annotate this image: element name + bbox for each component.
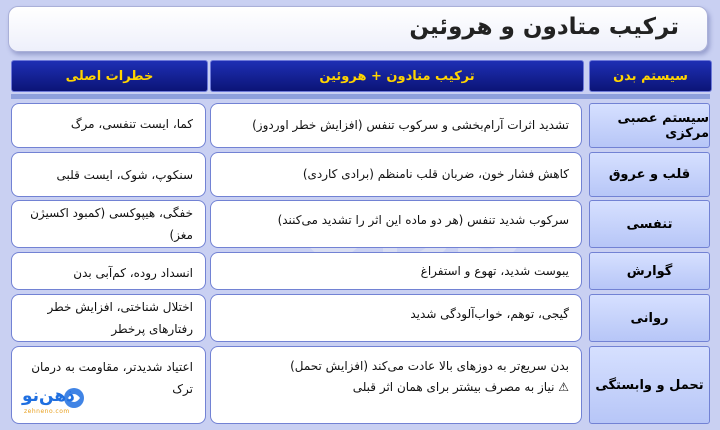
combo-line: یبوست شدید، تهوع و استفراغ — [420, 263, 569, 278]
combo-line: کاهش فشار خون، ضربان قلب نامنظم (برادی کاردی) — [302, 167, 569, 181]
risk-line: کما، ایست تنفسی، مرگ — [70, 117, 193, 131]
page-title: ترکیب متادون و هروئین — [409, 14, 679, 40]
risk-line: رفتارهای پرخطر — [111, 322, 193, 336]
table-row — [11, 152, 710, 197]
combo-line: تشدید اثرات آرام‌بخشی و سرکوب تنفس (افزایش خطر اوردوز) — [252, 118, 569, 132]
risk-line: سنکوپ، شوک، ایست قلبی — [56, 167, 193, 182]
table-row — [11, 346, 710, 424]
combo-line: گیجی، توهم، خواب‌آلودگی شدید — [410, 307, 569, 321]
brand-logo — [16, 384, 86, 418]
title-bar — [8, 6, 708, 52]
header-system: سیستم بدن — [589, 60, 712, 92]
header-main-risks: خطرات اصلی — [11, 60, 208, 92]
combo-cell — [210, 103, 582, 148]
system-cell: قلب و عروق — [589, 152, 710, 197]
logo-subtitle: zehneno.com — [24, 408, 70, 415]
risk-line: انسداد روده، کم‌آبی بدن — [73, 266, 193, 280]
risk-cell — [11, 200, 206, 248]
risk-cell — [11, 103, 206, 148]
system-cell: روانی — [589, 294, 710, 342]
risk-line: مغز) — [169, 228, 193, 242]
risk-cell — [11, 152, 206, 197]
combo-line: ⚠ نیاز به مصرف بیشتر برای همان اثر قبلی — [352, 380, 569, 394]
system-cell: تحمل و وابستگی — [589, 346, 710, 424]
risk-cell — [11, 252, 206, 290]
system-cell: گوارش — [589, 252, 710, 290]
logo-name: ذهن‌نو — [22, 386, 75, 406]
table-row — [11, 294, 710, 342]
combo-cell — [210, 152, 582, 197]
header-combination: ترکیب متادون + هروئین — [210, 60, 584, 92]
combo-cell — [210, 346, 582, 424]
system-cell: تنفسی — [589, 200, 710, 248]
combo-cell — [210, 200, 582, 248]
table-row — [11, 103, 710, 148]
risk-line: اختلال شناختی، افزایش خطر — [47, 300, 193, 314]
risk-line: اعتیاد شدیدتر، مقاومت به درمان — [31, 360, 193, 374]
risk-line: ترک — [172, 382, 193, 396]
system-cell: سیستم عصبی مرکزی — [589, 103, 710, 148]
risk-line: خفگی، هیپوکسی (کمبود اکسیژن — [30, 206, 193, 220]
combo-line: سرکوب شدید تنفس (هر دو ماده این اثر را تشدید می‌کنند) — [277, 213, 569, 227]
combo-line: بدن سریع‌تر به دوزهای بالا عادت می‌کند (افزایش تحمل) — [290, 359, 569, 373]
header-divider — [11, 94, 710, 99]
combo-cell — [210, 294, 582, 342]
table-row — [11, 252, 710, 290]
table-row — [11, 200, 710, 248]
combo-cell — [210, 252, 582, 290]
risk-cell — [11, 294, 206, 342]
